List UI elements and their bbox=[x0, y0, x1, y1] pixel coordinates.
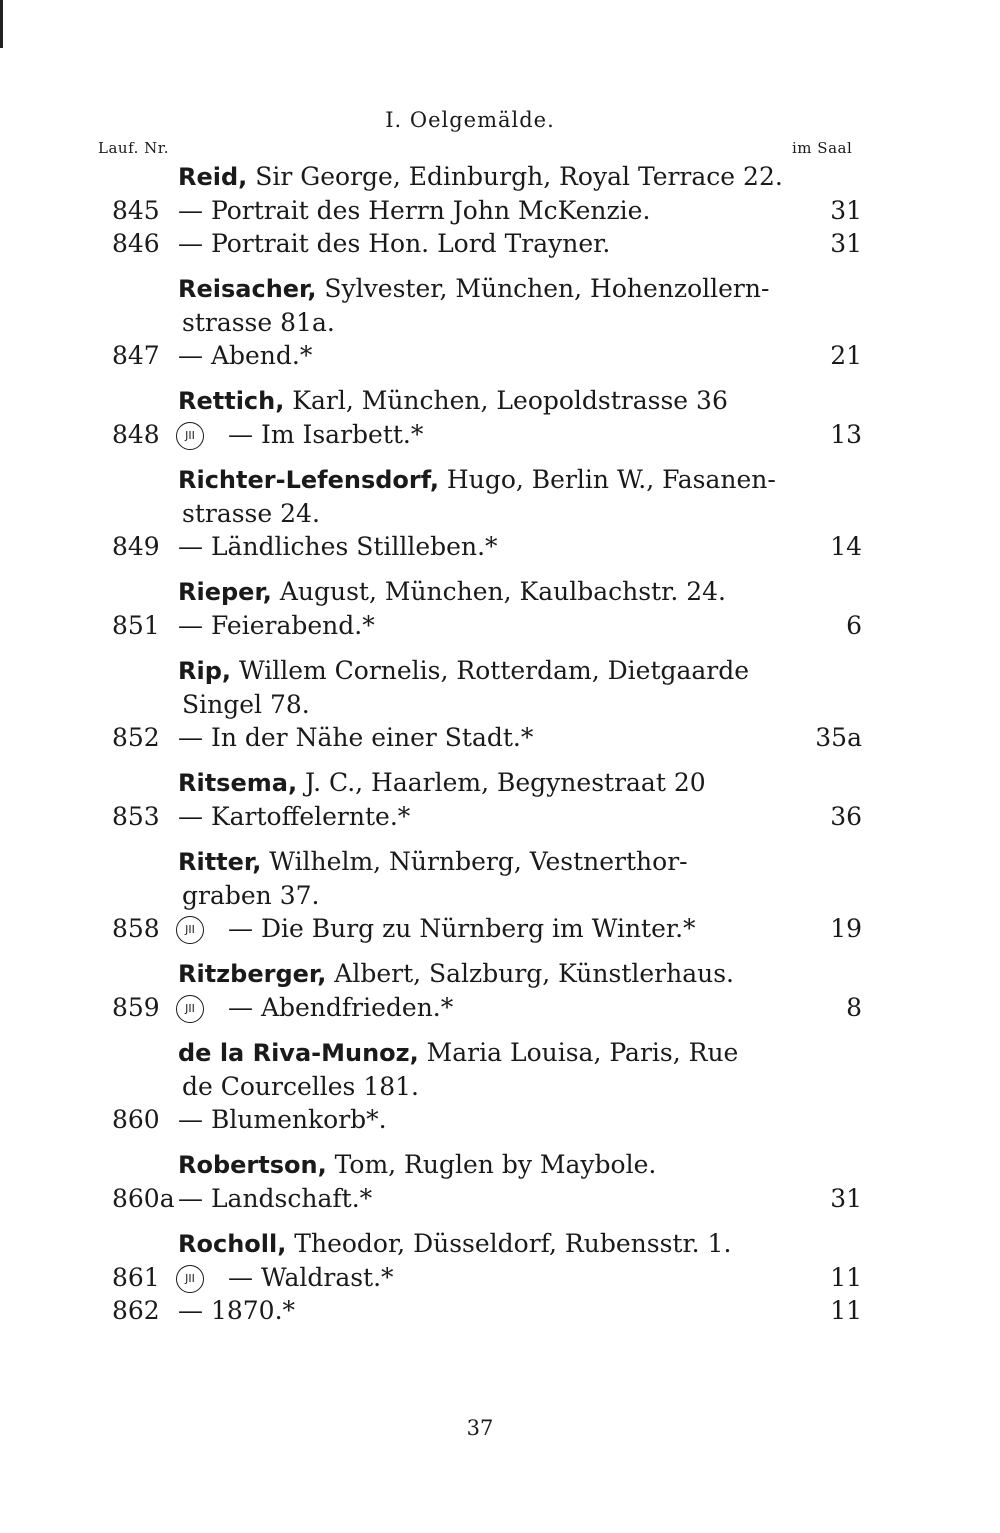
catalogue-entries bbox=[0, 160, 1000, 1327]
artist-name: Ritzberger, bbox=[178, 960, 327, 988]
artist-entry bbox=[178, 957, 828, 991]
catalogue-number: 860a bbox=[112, 1184, 175, 1213]
artist-name: Reid, bbox=[178, 163, 248, 191]
artist-name: Ritsema, bbox=[178, 769, 298, 797]
artist-address: Tom, Ruglen by Maybole. bbox=[326, 1150, 657, 1179]
artist-address: Hugo, Berlin W., Fasanen- bbox=[438, 465, 776, 494]
artist-entry bbox=[178, 845, 828, 912]
artist-entry bbox=[178, 575, 828, 609]
room-number: 14 bbox=[830, 532, 862, 561]
artist-address: Sir George, Edinburgh, Royal Terrace 22. bbox=[247, 162, 783, 191]
work-row bbox=[0, 991, 1000, 1024]
catalogue-number: 852 bbox=[112, 723, 160, 752]
work-row bbox=[0, 800, 1000, 833]
circled-marker-icon: JII bbox=[176, 422, 204, 450]
artist-name: Robertson, bbox=[178, 1151, 327, 1179]
scan-edge-mark bbox=[0, 0, 3, 48]
page-number: 37 bbox=[466, 1416, 494, 1440]
work-title: — In der Nähe einer Stadt.* bbox=[178, 723, 534, 752]
work-row bbox=[0, 1103, 1000, 1136]
artist-name: Reisacher, bbox=[178, 275, 317, 303]
catalogue-number: 860 bbox=[112, 1105, 160, 1134]
work-title: — Ländliches Stillleben.* bbox=[178, 532, 498, 561]
artist-name: Rocholl, bbox=[178, 1230, 287, 1258]
work-title: — Abendfrieden.* bbox=[228, 993, 454, 1022]
work-row bbox=[0, 912, 1000, 945]
artist-entry bbox=[178, 1227, 828, 1261]
work-row bbox=[0, 418, 1000, 451]
catalogue-number: 846 bbox=[112, 229, 160, 258]
artist-address: Karl, München, Leopoldstrasse 36 bbox=[284, 386, 728, 415]
column-header-lauf-nr: Lauf. Nr. bbox=[98, 139, 170, 157]
work-row bbox=[0, 1294, 1000, 1327]
catalogue-number: 849 bbox=[112, 532, 160, 561]
artist-address: Theodor, Düsseldorf, Rubensstr. 1. bbox=[286, 1229, 732, 1258]
room-number: 6 bbox=[846, 611, 862, 640]
artist-entry bbox=[178, 1148, 828, 1182]
artist-name: Rieper, bbox=[178, 578, 272, 606]
artist-address-continued: Singel 78. bbox=[182, 690, 310, 719]
work-row bbox=[0, 194, 1000, 227]
work-title: — Kartoffelernte.* bbox=[178, 802, 411, 831]
work-title: — Die Burg zu Nürnberg im Winter.* bbox=[228, 914, 696, 943]
catalogue-number: 853 bbox=[112, 802, 160, 831]
room-number: 31 bbox=[830, 229, 862, 258]
catalogue-number: 845 bbox=[112, 196, 160, 225]
work-row bbox=[0, 1261, 1000, 1294]
catalogue-number: 858 bbox=[112, 914, 160, 943]
room-number: 31 bbox=[830, 196, 862, 225]
artist-name: Ritter, bbox=[178, 848, 262, 876]
artist-address: Sylvester, München, Hohenzollern- bbox=[316, 274, 770, 303]
room-number: 31 bbox=[830, 1184, 862, 1213]
work-row bbox=[0, 339, 1000, 372]
circled-marker-icon: JII bbox=[176, 916, 204, 944]
work-row bbox=[0, 1182, 1000, 1215]
artist-address-continued: strasse 24. bbox=[182, 499, 320, 528]
room-number: 35a bbox=[815, 723, 862, 752]
column-header-im-saal: im Saal bbox=[792, 139, 853, 157]
room-number: 8 bbox=[846, 993, 862, 1022]
room-number: 19 bbox=[830, 914, 862, 943]
artist-address: J. C., Haarlem, Begynestraat 20 bbox=[297, 768, 706, 797]
artist-name: de la Riva-Munoz, bbox=[178, 1039, 419, 1067]
artist-entry bbox=[178, 272, 828, 339]
artist-address: Albert, Salzburg, Künstlerhaus. bbox=[326, 959, 734, 988]
circled-marker-icon: JII bbox=[176, 995, 204, 1023]
work-row bbox=[0, 227, 1000, 260]
work-row bbox=[0, 609, 1000, 642]
artist-entry bbox=[178, 160, 828, 194]
work-title: — Portrait des Herrn John McKenzie. bbox=[178, 196, 651, 225]
artist-entry bbox=[178, 384, 828, 418]
work-title: — Portrait des Hon. Lord Trayner. bbox=[178, 229, 611, 258]
circled-marker-icon: JII bbox=[176, 1265, 204, 1293]
artist-address: Willem Cornelis, Rotterdam, Dietgaarde bbox=[231, 656, 750, 685]
work-title: — Feierabend.* bbox=[178, 611, 375, 640]
artist-entry bbox=[178, 463, 828, 530]
catalogue-number: 862 bbox=[112, 1296, 160, 1325]
work-title: — Abend.* bbox=[178, 341, 313, 370]
artist-address-continued: strasse 81a. bbox=[182, 308, 335, 337]
artist-name: Rettich, bbox=[178, 387, 285, 415]
artist-entry bbox=[178, 1036, 828, 1103]
catalogue-number: 848 bbox=[112, 420, 160, 449]
work-title: — Blumenkorb*. bbox=[178, 1105, 387, 1134]
artist-entry bbox=[178, 654, 828, 721]
artist-entry bbox=[178, 766, 828, 800]
catalogue-number: 851 bbox=[112, 611, 160, 640]
work-title: — Landschaft.* bbox=[178, 1184, 373, 1213]
section-title: I. Oelgemälde. bbox=[385, 108, 555, 132]
artist-address-continued: de Courcelles 181. bbox=[182, 1072, 419, 1101]
artist-address: Wilhelm, Nürnberg, Vestnerthor- bbox=[261, 847, 688, 876]
room-number: 11 bbox=[830, 1296, 862, 1325]
work-row bbox=[0, 530, 1000, 563]
work-title: — 1870.* bbox=[178, 1296, 296, 1325]
catalogue-number: 861 bbox=[112, 1263, 160, 1292]
room-number: 13 bbox=[830, 420, 862, 449]
work-row bbox=[0, 721, 1000, 754]
work-title: — Im Isarbett.* bbox=[228, 420, 424, 449]
room-number: 11 bbox=[830, 1263, 862, 1292]
artist-name: Richter-Lefensdorf, bbox=[178, 466, 439, 494]
catalogue-number: 847 bbox=[112, 341, 160, 370]
room-number: 21 bbox=[830, 341, 862, 370]
work-title: — Waldrast.* bbox=[228, 1263, 394, 1292]
artist-address: Maria Louisa, Paris, Rue bbox=[418, 1038, 739, 1067]
room-number: 36 bbox=[830, 802, 862, 831]
artist-address-continued: graben 37. bbox=[182, 881, 320, 910]
artist-name: Rip, bbox=[178, 657, 232, 685]
catalogue-number: 859 bbox=[112, 993, 160, 1022]
artist-address: August, München, Kaulbachstr. 24. bbox=[271, 577, 726, 606]
